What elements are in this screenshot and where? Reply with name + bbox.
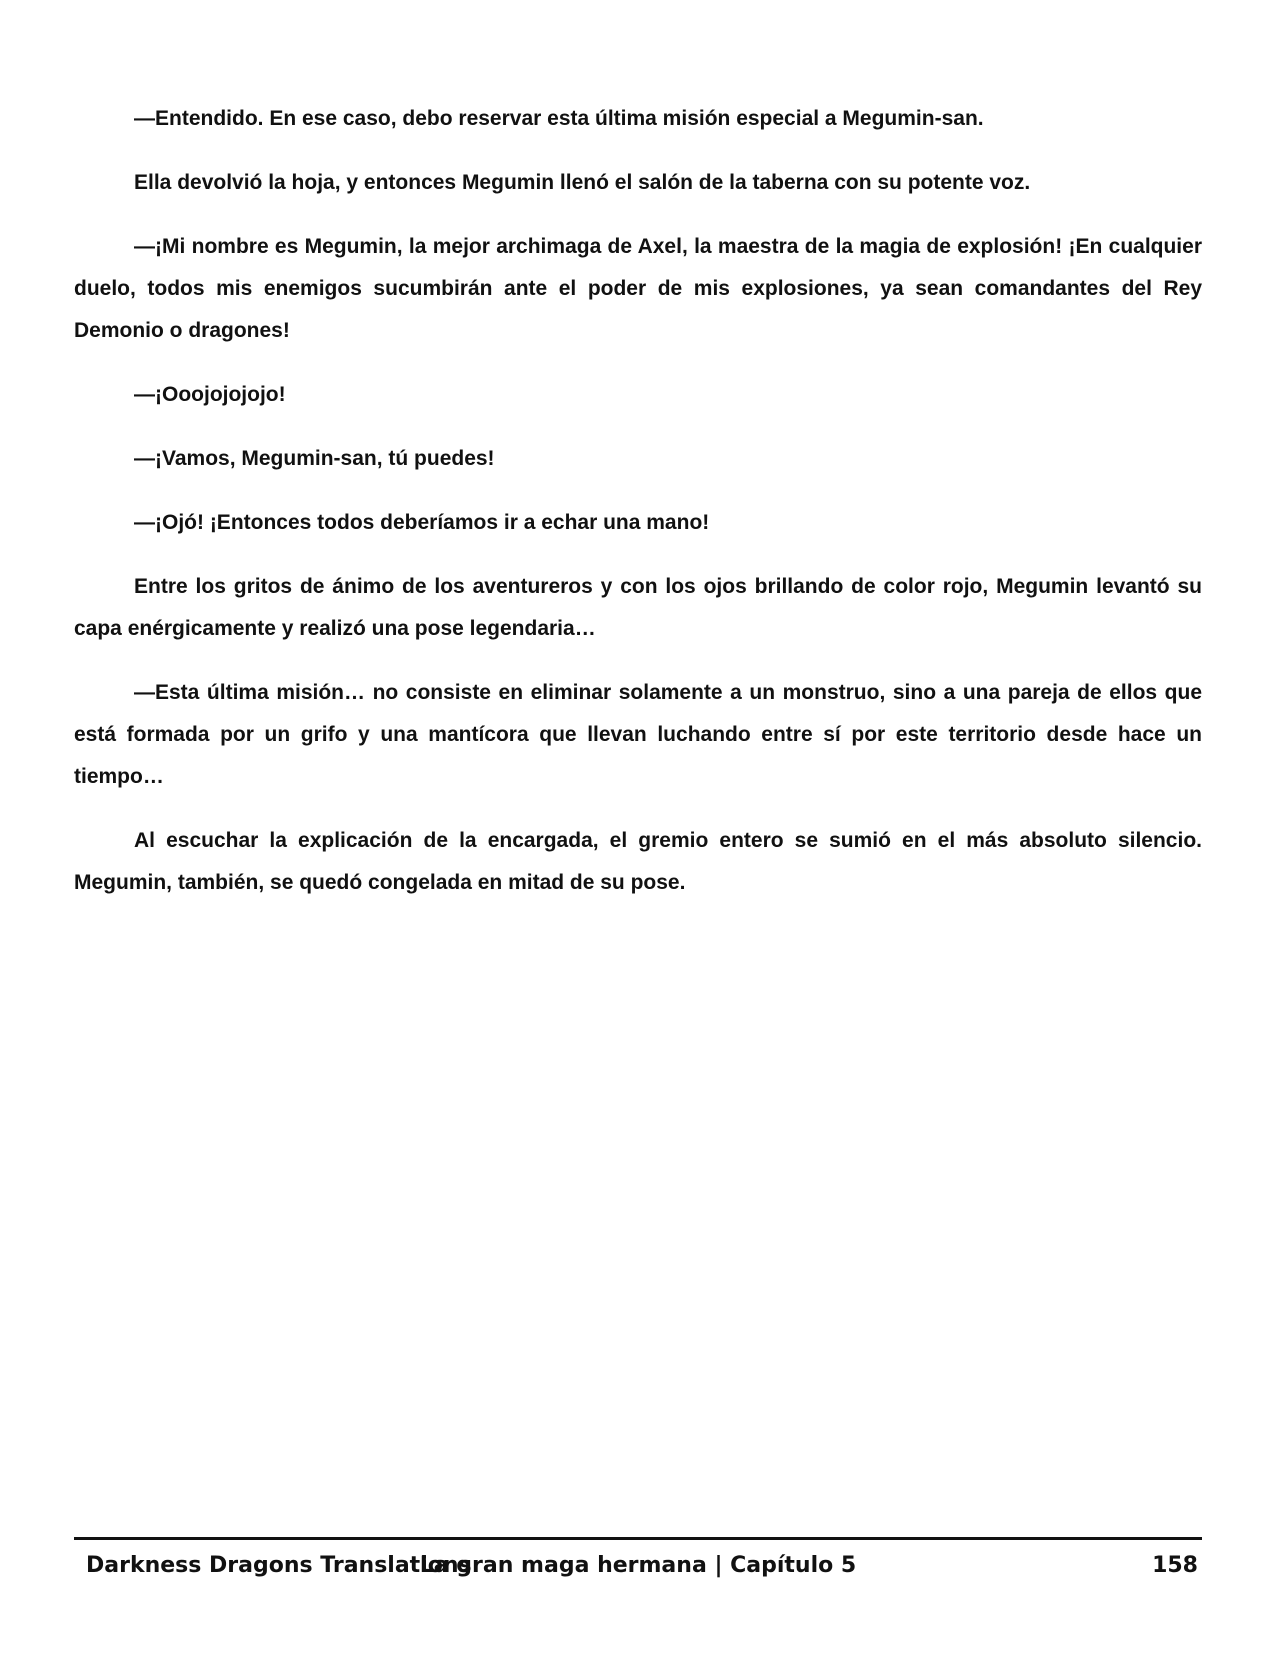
footer-divider [74,1537,1202,1540]
paragraph: Ella devolvió la hoja, y entonces Megumin llenó el salón de la taberna con su potente voz. [134,171,1031,194]
paragraph: —¡Mi nombre es Megumin, la mejor archimaga de Axel, la maestra de la magia de explosión! ¡En cualquier duelo, todos mis enemigos sucumbirán ante el poder de mis explosiones, ya sean comandantes del Rey Demonio o dragones! [74,235,1202,342]
body-text [74,98,1202,926]
paragraph: —Esta última misión… no consiste en eliminar solamente a un monstruo, sino a una pareja de ellos que está formada por un grifo y una mantícora que llevan luchando entre sí por este territorio desde hace un tiempo… [74,681,1202,788]
paragraph: Entre los gritos de ánimo de los aventureros y con los ojos brillando de color rojo, Megumin levantó su capa enérgicamente y realizó una pose legendaria… [74,575,1202,640]
paragraph: —¡Ojó! ¡Entonces todos deberíamos ir a echar una mano! [134,511,710,534]
paragraph: —Entendido. En ese caso, debo reservar esta última misión especial a Megumin-san. [134,107,984,130]
footer-translator-credit: Darkness Dragons Translations [86,1553,472,1578]
paragraph: Al escuchar la explicación de la encargada, el gremio entero se sumió en el más absoluto silencio. Megumin, también, se quedó congelada en mitad de su pose. [74,829,1202,894]
paragraph: —¡Vamos, Megumin-san, tú puedes! [134,447,495,470]
page-footer [74,1546,1202,1586]
footer-book-chapter: La gran maga hermana | Capítulo 5 [419,1553,857,1578]
page-number: 158 [1152,1553,1198,1578]
paragraph: —¡Ooojojojojo! [134,383,286,406]
